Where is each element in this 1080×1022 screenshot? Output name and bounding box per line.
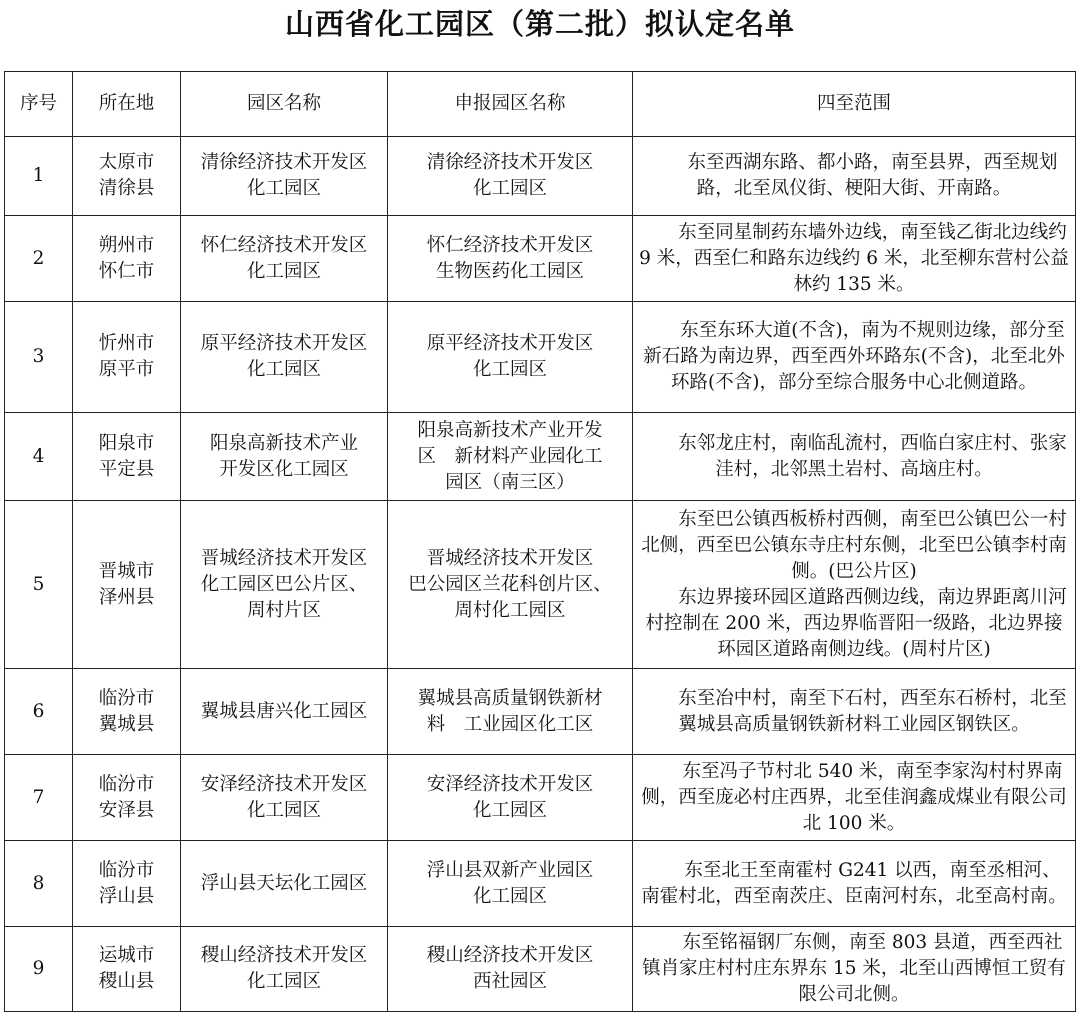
cell-location (73, 137, 181, 216)
cell-location (73, 302, 181, 413)
cell-no: 9 (5, 927, 73, 1012)
table-row (5, 501, 1076, 669)
location-line: 原平市 (98, 359, 155, 380)
park-name-line: 化工园区 (246, 971, 321, 992)
park-name-line: 清徐经济技术开发区 (200, 152, 368, 173)
header-no: 序号 (5, 72, 73, 137)
cell-park-name (181, 927, 388, 1012)
page-title: 山西省化工园区（第二批）拟认定名单 (284, 7, 795, 41)
park-name-line: 化工园区 (246, 359, 321, 380)
location-line: 泽州县 (98, 586, 155, 608)
cell-park-name (181, 413, 388, 501)
declared-name-line: 安泽经济技术开发区 (426, 773, 594, 795)
cell-location (73, 216, 181, 302)
cell-park-name (181, 302, 388, 413)
park-name-line: 原平经济技术开发区 (200, 333, 368, 354)
declared-name-line: 化工园区 (472, 799, 547, 821)
cell-no: 2 (5, 216, 73, 302)
location-line: 临汾市 (98, 859, 155, 881)
header-declared-name: 申报园区名称 (388, 72, 633, 137)
table-row (5, 927, 1076, 1012)
declared-name-line: 怀仁经济技术开发区 (426, 234, 594, 256)
park-name-line: 化工园区 (246, 178, 321, 199)
declared-name-line: 周村化工园区 (454, 599, 566, 621)
declared-name-line: 化工园区 (472, 885, 547, 907)
cell-boundary (633, 841, 1076, 927)
cell-no: 7 (5, 755, 73, 841)
location-line: 临汾市 (98, 773, 155, 795)
cell-location (73, 501, 181, 669)
boundary-line: 东至北王至南霍村 G241 以西，南至丞相河、南霍村北，西至南茨庄、臣南河村东，北至高村南。 (641, 859, 1067, 907)
park-name-line: 化工园区 (246, 799, 321, 821)
location-line: 太原市 (98, 152, 155, 173)
boundary-line: 东边界接环园区道路西侧边线，南边界距离川河村控制在 200 米，西边界临晋阳一级路，北边界接环园区道路南侧边线。(周村片区) (645, 586, 1067, 660)
location-line: 临汾市 (98, 687, 155, 709)
cell-boundary (633, 501, 1076, 669)
boundary-line: 东至同星制药东墙外边线，南至钱乙街北边线约 9 米，西至仁和路东边线约 6 米，北至柳东营村公益林约 135 米。 (639, 221, 1069, 295)
declared-name-line: 清徐经济技术开发区 (426, 152, 594, 173)
cell-boundary (633, 216, 1076, 302)
park-name-line: 安泽经济技术开发区 (200, 773, 368, 795)
location-line: 忻州市 (98, 333, 155, 354)
park-name-line: 化工园区巴公片区、 (200, 573, 368, 595)
declared-name-line: 翼城县高质量钢铁新材 (417, 687, 603, 709)
cell-declared-name (388, 755, 633, 841)
location-line: 翼城县 (98, 713, 155, 735)
cell-park-name (181, 669, 388, 755)
location-line: 晋城市 (98, 560, 155, 582)
table-row (5, 413, 1076, 501)
declared-name-line: 区 新材料产业园化工 (417, 445, 603, 467)
declared-name-line: 生物医药化工园区 (435, 260, 584, 282)
cell-park-name (181, 501, 388, 669)
park-name-line: 稷山经济技术开发区 (200, 945, 368, 966)
boundary-line: 东至东环大道(不含)，南为不规则边缘，部分至新石路为南边界，西至西外环路东(不含)，北至北外环路(不含)，部分至综合服务中心北侧道路。 (643, 320, 1065, 393)
location-line: 清徐县 (98, 178, 155, 199)
cell-declared-name (388, 669, 633, 755)
cell-park-name (181, 137, 388, 216)
cell-declared-name (388, 302, 633, 413)
location-line: 朔州市 (98, 234, 155, 256)
table-row (5, 669, 1076, 755)
boundary-line: 东至西湖东路、都小路，南至县界，西至规划路，北至凤仪街、梗阳大街、开南路。 (687, 152, 1058, 199)
cell-boundary (633, 137, 1076, 216)
cell-declared-name (388, 501, 633, 669)
declared-name-line: 化工园区 (472, 178, 547, 199)
boundary-line: 东至巴公镇西板桥村西侧，南至巴公镇巴公一村北侧，西至巴公镇东寺庄村东侧，北至巴公镇李村南侧。(巴公片区) (641, 508, 1067, 582)
header-boundary: 四至范围 (633, 72, 1076, 137)
cell-declared-name (388, 841, 633, 927)
park-name-line: 怀仁经济技术开发区 (200, 234, 368, 256)
declared-name-line: 西社园区 (472, 971, 547, 992)
cell-location (73, 755, 181, 841)
cell-boundary (633, 927, 1076, 1012)
park-name-line: 周村片区 (246, 599, 321, 621)
location-line: 平定县 (98, 458, 155, 480)
boundary-line: 东邻龙庄村，南临乱流村，西临白家庄村、张家洼村，北邻黑土岩村、高垴庄村。 (678, 432, 1067, 480)
declared-name-line: 化工园区 (472, 359, 547, 380)
declared-name-line: 原平经济技术开发区 (426, 333, 594, 354)
cell-declared-name (388, 137, 633, 216)
cell-no: 5 (5, 501, 73, 669)
declared-name-line: 阳泉高新技术产业开发 (417, 419, 603, 441)
cell-no: 1 (5, 137, 73, 216)
cell-no: 4 (5, 413, 73, 501)
boundary-line: 东至冶中村，南至下石村，西至东石桥村，北至翼城县高质量钢铁新材料工业园区钢铁区。 (678, 687, 1067, 735)
location-line: 浮山县 (98, 885, 155, 907)
declared-name-line: 料 工业园区化工区 (426, 713, 594, 735)
boundary-line: 东至冯子节村北 540 米，南至李家沟村村界南侧，西至庞必村庄西界，北至佳润鑫成煤业有限公司北 100 米。 (641, 760, 1067, 834)
park-name-line: 化工园区 (246, 260, 321, 282)
cell-location (73, 927, 181, 1012)
table-header-row (5, 72, 1076, 137)
cell-boundary (633, 302, 1076, 413)
location-line: 稷山县 (98, 971, 155, 992)
park-name-line: 浮山县天坛化工园区 (200, 872, 368, 894)
location-line: 安泽县 (98, 799, 155, 821)
table-row (5, 137, 1076, 216)
cell-park-name (181, 841, 388, 927)
location-line: 运城市 (98, 945, 155, 966)
cell-no: 6 (5, 669, 73, 755)
cell-location (73, 413, 181, 501)
declared-name-line: 浮山县双新产业园区 (426, 859, 594, 881)
declared-name-line: 稷山经济技术开发区 (426, 945, 594, 966)
cell-boundary (633, 413, 1076, 501)
cell-park-name (181, 216, 388, 302)
table-row (5, 755, 1076, 841)
header-park-name: 园区名称 (181, 72, 388, 137)
cell-location (73, 841, 181, 927)
cell-no: 3 (5, 302, 73, 413)
table-row (5, 216, 1076, 302)
park-list-table (4, 71, 1076, 1012)
declared-name-line: 巴公园区兰花科创片区、 (408, 573, 612, 595)
cell-location (73, 669, 181, 755)
cell-park-name (181, 755, 388, 841)
park-name-line: 晋城经济技术开发区 (200, 547, 368, 569)
park-name-line: 阳泉高新技术产业 (209, 432, 358, 454)
boundary-line: 东至铭福钢厂东侧，南至 803 县道，西至西社镇肖家庄村村庄东界东 15 米，北至山西博恒工贸有限公司北侧。 (642, 932, 1066, 1005)
park-name-line: 翼城县唐兴化工园区 (200, 700, 368, 722)
cell-boundary (633, 755, 1076, 841)
declared-name-line: 晋城经济技术开发区 (426, 547, 594, 569)
park-name-line: 开发区化工园区 (219, 458, 349, 480)
location-line: 怀仁市 (98, 260, 155, 282)
location-line: 阳泉市 (98, 432, 155, 454)
cell-boundary (633, 669, 1076, 755)
cell-declared-name (388, 927, 633, 1012)
cell-declared-name (388, 216, 633, 302)
cell-no: 8 (5, 841, 73, 927)
table-row (5, 302, 1076, 413)
table-row (5, 841, 1076, 927)
header-location: 所在地 (73, 72, 181, 137)
cell-declared-name (388, 413, 633, 501)
declared-name-line: 园区（南三区） (445, 471, 575, 493)
